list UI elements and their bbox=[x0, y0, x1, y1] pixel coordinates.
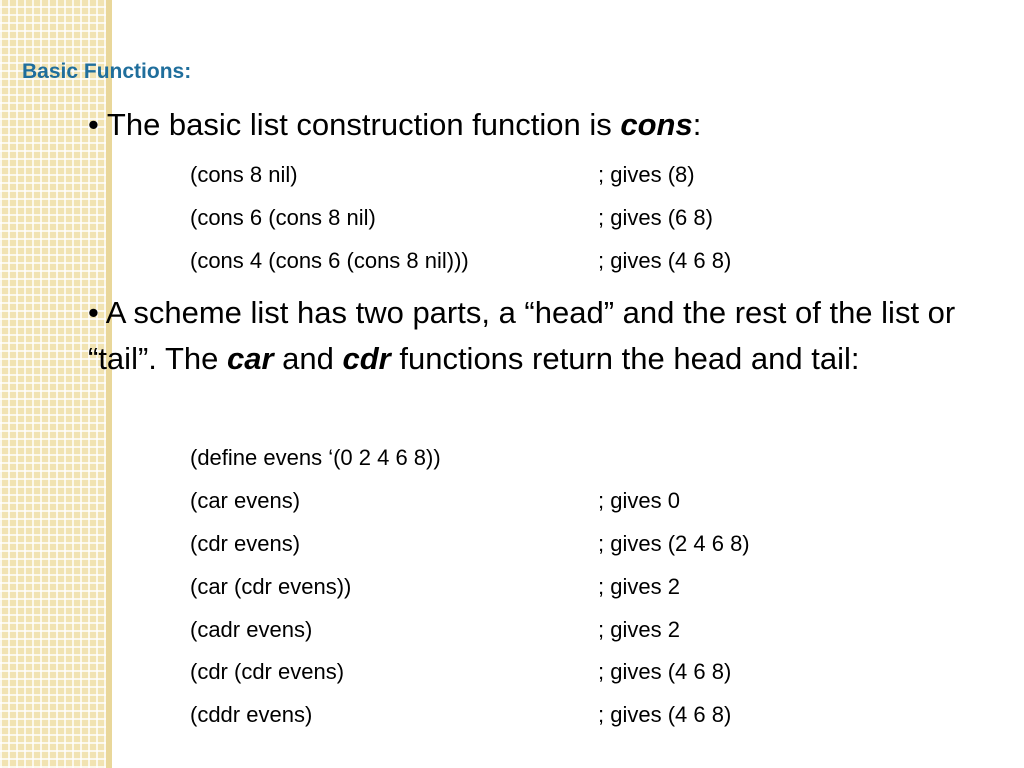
code-comment: ; gives (8) bbox=[598, 162, 695, 187]
bullet-cons-intro bbox=[88, 102, 968, 148]
code-expression: (car evens) bbox=[190, 488, 301, 513]
code-comment: ; gives 2 bbox=[598, 617, 680, 642]
code-expression: (cdr evens) bbox=[190, 531, 301, 556]
code-comment: ; gives (2 4 6 8) bbox=[598, 531, 750, 556]
code-comment: ; gives (4 6 8) bbox=[598, 248, 732, 273]
code-expression: (cadr evens) bbox=[190, 617, 313, 642]
code-expression: (cddr evens) bbox=[190, 702, 313, 727]
code-expression: (car (cdr evens)) bbox=[190, 574, 352, 599]
slide-title: Basic Functions: bbox=[22, 60, 192, 83]
code-expression: (cons 6 (cons 8 nil) bbox=[190, 205, 376, 230]
keyword-cons: cons bbox=[620, 107, 693, 142]
bullet-car-cdr-text-1: • A scheme list has two parts, a “head” and the rest of the list or “tail”. The bbox=[88, 295, 956, 376]
bullet-cons-suffix: : bbox=[692, 107, 702, 142]
bullet-cons-text: • The basic list construction function is bbox=[88, 107, 621, 142]
code-comment: ; gives (4 6 8) bbox=[598, 702, 732, 727]
bullet-car-cdr-intro bbox=[88, 290, 968, 382]
code-comment: ; gives 0 bbox=[598, 488, 680, 513]
keyword-cdr: cdr bbox=[342, 341, 391, 376]
keyword-car: car bbox=[226, 341, 274, 376]
code-comment: ; gives (6 8) bbox=[598, 205, 713, 230]
code-expression: (cons 4 (cons 6 (cons 8 nil))) bbox=[190, 248, 469, 273]
code-comment: ; gives 2 bbox=[598, 574, 680, 599]
code-expression: (define evens ‘(0 2 4 6 8)) bbox=[190, 445, 441, 470]
bullet-car-cdr-text-3: functions return the head and tail: bbox=[390, 341, 860, 376]
code-expression: (cdr (cdr evens) bbox=[190, 659, 345, 684]
bullet-car-cdr-text-2: and bbox=[273, 341, 343, 376]
code-expression: (cons 8 nil) bbox=[190, 162, 298, 187]
code-comment: ; gives (4 6 8) bbox=[598, 659, 732, 684]
